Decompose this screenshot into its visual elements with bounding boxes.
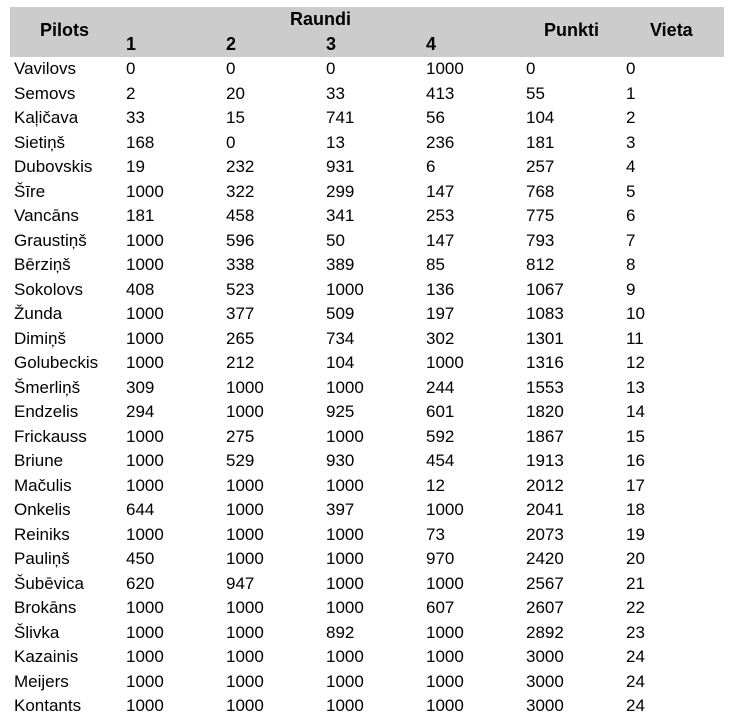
round-3-cell: 299 [326,181,355,201]
round-2-cell: 1000 [226,524,264,544]
round-4-cell: 56 [426,108,445,127]
pilot-name-cell: Brokāns [14,598,77,617]
pilot-name-cell: Bērziņš [14,255,71,274]
points-cell: 1083 [526,304,564,323]
header-raundi: Raundi [290,9,351,29]
round-4-cell: 1000 [426,573,464,593]
round-3-cell: 1000 [326,524,364,544]
points-cell: 2041 [526,500,564,519]
place-cell: 22 [626,598,645,617]
points-cell: 1316 [526,353,564,372]
round-3-cell: 1000 [326,696,364,715]
round-2-cell: 523 [226,279,255,299]
round-1-cell: 309 [126,377,155,397]
round-4-cell: 136 [426,279,455,299]
round-4-cell: 1000 [426,353,464,372]
round-1-cell: 2 [126,83,136,103]
header-vieta: Vieta [650,20,693,40]
round-2-cell: 458 [226,206,255,225]
table-row [0,180,729,205]
pilot-name-cell: Vancāns [14,206,79,225]
round-3-cell: 1000 [326,475,364,495]
pilot-name-cell: Šmerliņš [14,377,81,397]
round-3-cell: 930 [326,451,355,470]
place-cell: 14 [626,402,645,421]
table-row [0,523,729,548]
table-row [0,253,729,278]
round-1-cell: 19 [126,157,145,176]
points-cell: 3000 [526,647,564,666]
points-cell: 3000 [526,671,564,691]
points-cell: 1067 [526,279,564,299]
round-4-cell: 592 [426,426,455,446]
table-row [0,400,729,425]
round-1-cell: 644 [126,500,155,519]
table-row [0,155,729,180]
round-2-cell: 1000 [226,622,264,642]
pilot-name-cell: Frickauss [14,426,87,446]
round-3-cell: 1000 [326,426,364,446]
round-4-cell: 73 [426,524,445,544]
round-4-cell: 236 [426,132,455,152]
place-cell: 15 [626,426,645,446]
round-4-cell: 454 [426,451,455,470]
round-1-cell: 1000 [126,475,164,495]
round-1-cell: 1000 [126,426,164,446]
pilot-name-cell: Graustiņš [14,230,87,250]
table-row [0,229,729,254]
round-1-cell: 620 [126,573,155,593]
round-1-cell: 1000 [126,671,164,691]
place-cell: 13 [626,377,645,397]
round-3-cell: 892 [326,622,355,642]
points-cell: 104 [526,108,555,127]
table-row [0,106,729,131]
table-row [0,621,729,646]
round-1-cell: 1000 [126,181,164,201]
points-cell: 1820 [526,402,564,421]
round-1-cell: 33 [126,108,145,127]
place-cell: 16 [626,451,645,470]
pilot-name-cell: Briune [14,451,64,470]
round-4-cell: 253 [426,206,455,225]
round-4-cell: 1000 [426,696,464,715]
place-cell: 24 [626,647,645,666]
round-4-cell: 85 [426,255,445,274]
points-cell: 812 [526,255,555,274]
table-row [0,131,729,156]
round-1-cell: 450 [126,549,155,568]
table-row [0,572,729,597]
table-row [0,670,729,695]
round-3-cell: 1000 [326,671,364,691]
points-cell: 0 [526,59,536,78]
points-cell: 1913 [526,451,564,470]
table-body [0,57,729,719]
place-cell: 18 [626,500,645,519]
table-row [0,645,729,670]
round-4-cell: 302 [426,328,455,348]
pilot-name-cell: Sietiņš [14,132,66,152]
round-3-cell: 33 [326,83,345,103]
round-1-cell: 0 [126,59,136,78]
table-row [0,498,729,523]
points-cell: 3000 [526,696,564,715]
header-punkti: Punkti [544,20,600,40]
points-cell: 2892 [526,622,564,642]
round-3-cell: 104 [326,353,355,372]
round-3-cell: 1000 [326,598,364,617]
points-cell: 2012 [526,475,564,495]
round-4-cell: 970 [426,549,455,568]
place-cell: 9 [626,279,636,299]
place-cell: 1 [626,83,636,103]
round-2-cell: 232 [226,157,255,176]
round-2-cell: 212 [226,353,255,372]
round-2-cell: 15 [226,108,245,127]
place-cell: 24 [626,671,645,691]
table-row [0,547,729,572]
round-3-cell: 1000 [326,279,364,299]
points-cell: 257 [526,157,555,176]
points-cell: 793 [526,230,555,250]
round-1-cell: 1000 [126,696,164,715]
round-3-cell: 50 [326,230,345,250]
round-3-cell: 1000 [326,549,364,568]
place-cell: 5 [626,181,636,201]
place-cell: 23 [626,622,645,642]
place-cell: 0 [626,59,636,78]
round-3-cell: 341 [326,206,355,225]
round-3-cell: 741 [326,108,355,127]
pilot-name-cell: Golubeckis [14,353,99,372]
round-3-cell: 389 [326,255,355,274]
table-row [0,425,729,450]
round-1-cell: 168 [126,132,155,152]
round-2-cell: 275 [226,426,255,446]
round-2-cell: 947 [226,573,255,593]
pilot-name-cell: Šlivka [14,622,60,642]
place-cell: 8 [626,255,636,274]
round-4-cell: 601 [426,402,455,421]
round-2-cell: 1000 [226,696,264,715]
header-round-3: 3 [326,34,337,54]
place-cell: 24 [626,696,645,715]
round-1-cell: 408 [126,279,155,299]
round-3-cell: 397 [326,500,355,519]
place-cell: 11 [626,328,644,348]
round-3-cell: 1000 [326,573,364,593]
pilot-name-cell: Meijers [14,671,69,691]
place-cell: 7 [626,230,636,250]
round-1-cell: 1000 [126,230,164,250]
round-1-cell: 1000 [126,304,164,323]
place-cell: 12 [626,353,645,372]
pilot-name-cell: Sokolovs [14,279,83,299]
pilot-name-cell: Semovs [14,83,76,103]
place-cell: 6 [626,206,636,225]
round-3-cell: 13 [326,132,345,152]
round-2-cell: 20 [226,83,245,103]
round-1-cell: 1000 [126,328,164,348]
points-cell: 2607 [526,598,564,617]
round-2-cell: 322 [226,181,255,201]
table-row [0,302,729,327]
table-row [0,474,729,499]
round-2-cell: 1000 [226,402,264,421]
round-1-cell: 294 [126,402,155,421]
table-header [10,7,724,57]
round-2-cell: 0 [226,59,236,78]
place-cell: 3 [626,132,636,152]
pilot-name-cell: Šubēvica [14,573,84,593]
round-3-cell: 1000 [326,377,364,397]
round-4-cell: 12 [426,475,445,495]
table-row [0,376,729,401]
header-round-4: 4 [426,34,437,54]
round-4-cell: 1000 [426,647,464,666]
points-cell: 1301 [526,328,564,348]
pilot-name-cell: Dubovskis [14,157,93,176]
pilot-name-cell: Žunda [14,304,63,323]
pilot-name-cell: Kontants [14,696,82,715]
points-cell: 55 [526,83,545,103]
header-round-1: 1 [126,34,137,54]
round-4-cell: 147 [426,230,455,250]
round-1-cell: 1000 [126,524,164,544]
round-3-cell: 925 [326,402,355,421]
round-1-cell: 1000 [126,255,164,274]
pilot-name-cell: Pauliņš [14,549,70,568]
round-2-cell: 377 [226,304,255,323]
round-1-cell: 1000 [126,598,164,617]
points-cell: 775 [526,206,555,225]
round-2-cell: 1000 [226,377,264,397]
round-1-cell: 1000 [126,622,164,642]
table-row [0,596,729,621]
table-row [0,327,729,352]
round-4-cell: 197 [426,304,455,323]
place-cell: 4 [626,157,636,176]
round-3-cell: 734 [326,328,355,348]
round-4-cell: 147 [426,181,455,201]
round-3-cell: 0 [326,59,336,78]
pilot-name-cell: Kazainis [14,647,79,666]
place-cell: 10 [626,304,645,323]
round-4-cell: 413 [426,83,455,103]
round-2-cell: 596 [226,230,255,250]
place-cell: 2 [626,108,636,127]
place-cell: 19 [626,524,645,544]
round-3-cell: 1000 [326,647,364,666]
place-cell: 17 [626,475,645,495]
pilot-name-cell: Vavilovs [14,59,77,78]
points-cell: 2073 [526,524,564,544]
table-row [0,351,729,376]
round-4-cell: 1000 [426,622,464,642]
header-pilots: Pilots [40,20,90,40]
points-cell: 1553 [526,377,564,397]
round-2-cell: 0 [226,132,236,152]
table-row [0,82,729,107]
pilot-name-cell: Reiniks [14,524,70,544]
pilot-name-cell: Mačulis [14,475,72,495]
round-4-cell: 1000 [426,500,464,519]
round-2-cell: 1000 [226,598,264,617]
round-2-cell: 265 [226,328,255,348]
place-cell: 20 [626,549,645,568]
pilot-name-cell: Endzelis [14,402,79,421]
round-4-cell: 244 [426,377,455,397]
round-4-cell: 6 [426,157,436,176]
round-2-cell: 1000 [226,500,264,519]
round-3-cell: 931 [326,157,355,176]
table-row [0,278,729,303]
pilot-name-cell: Kaļičava [14,108,79,127]
round-2-cell: 1000 [226,647,264,666]
table-row [0,57,729,82]
round-2-cell: 1000 [226,475,264,495]
round-2-cell: 1000 [226,549,264,568]
round-2-cell: 338 [226,255,255,274]
round-1-cell: 1000 [126,353,164,372]
table-row [0,204,729,229]
points-cell: 181 [526,132,555,152]
points-cell: 768 [526,181,555,201]
pilot-name-cell: Onkelis [14,500,71,519]
points-cell: 2567 [526,573,564,593]
round-2-cell: 1000 [226,671,264,691]
pilot-name-cell: Dimiņš [14,328,66,348]
table-row [0,449,729,474]
round-1-cell: 1000 [126,451,164,470]
pilot-name-cell: Šīre [14,181,46,201]
round-4-cell: 607 [426,598,455,617]
points-cell: 1867 [526,426,564,446]
round-2-cell: 529 [226,451,255,470]
round-4-cell: 1000 [426,59,464,78]
header-round-2: 2 [226,34,237,54]
table-row [0,694,729,719]
round-4-cell: 1000 [426,671,464,691]
round-1-cell: 181 [126,206,155,225]
round-3-cell: 509 [326,304,355,323]
round-1-cell: 1000 [126,647,164,666]
place-cell: 21 [626,573,645,593]
points-cell: 2420 [526,549,564,568]
